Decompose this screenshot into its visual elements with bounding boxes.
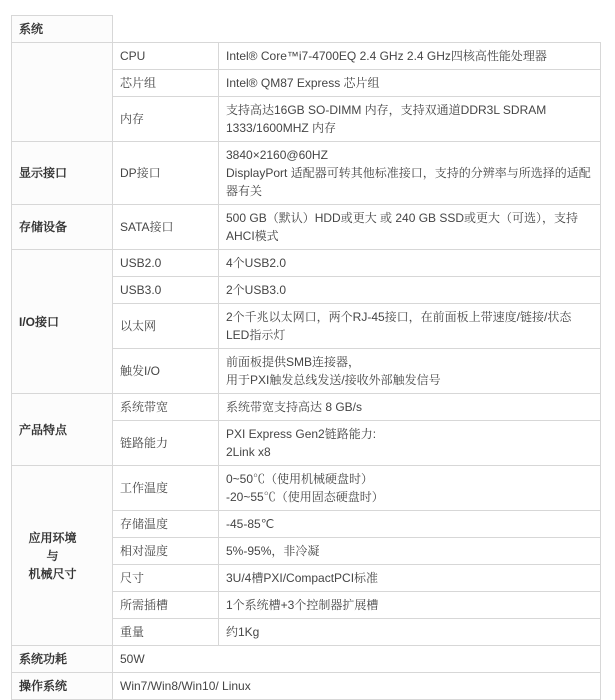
spec-value-cell-dimensions: 3U/4槽PXI/CompactPCI标准 bbox=[219, 565, 601, 592]
category-cell-system: 系统 bbox=[12, 16, 113, 43]
spec-value-cell-slots: 1个系统槽+3个控制器扩展槽 bbox=[219, 592, 601, 619]
spec-value-cell-os: Win7/Win8/Win10/ Linux bbox=[113, 673, 601, 700]
value-line: 2Link x8 bbox=[226, 445, 271, 459]
category-cell-os: 操作系统 bbox=[12, 673, 113, 700]
category-line: 应用环境 bbox=[28, 530, 77, 545]
value-line: 用于PXI触发总线发送/接收外部触发信号 bbox=[226, 373, 441, 387]
table-row bbox=[12, 646, 601, 673]
category-cell-io: I/O接口 bbox=[12, 250, 113, 394]
spec-value-cell-weight: 约1Kg bbox=[219, 619, 601, 646]
table-row bbox=[12, 205, 601, 250]
spec-label-cell-storage-temp: 存储温度 bbox=[113, 511, 219, 538]
table-row bbox=[12, 142, 601, 205]
value-line: 3840×2160@60HZ bbox=[226, 148, 328, 162]
spec-value-cell-usb3: 2个USB3.0 bbox=[219, 277, 601, 304]
spec-label-cell-link: 链路能力 bbox=[113, 421, 219, 466]
spec-value-cell-ethernet: 2个千兆以太网口，两个RJ-45接口，在前面板上带速度/链接/状态LED指示灯 bbox=[219, 304, 601, 349]
category-cell-environment bbox=[12, 466, 113, 646]
spec-value-cell-bandwidth: 系统带宽支持高达 8 GB/s bbox=[219, 394, 601, 421]
spec-label-cell-cpu: CPU bbox=[113, 43, 219, 70]
spec-label-cell-operating-temp: 工作温度 bbox=[113, 466, 219, 511]
spec-value-cell-dp bbox=[219, 142, 601, 205]
spec-table bbox=[11, 15, 601, 700]
value-line: DisplayPort 适配器可转其他标准接口，支持的分辨率与所选择的适配器有关 bbox=[226, 166, 591, 198]
spec-label-cell-slots: 所需插槽 bbox=[113, 592, 219, 619]
table-row bbox=[12, 250, 601, 277]
spec-label-cell-memory: 内存 bbox=[113, 97, 219, 142]
spec-value-cell-storage-temp: -45-85℃ bbox=[219, 511, 601, 538]
table-row bbox=[12, 394, 601, 421]
spec-label-cell-chipset: 芯片组 bbox=[113, 70, 219, 97]
category-cell-features: 产品特点 bbox=[12, 394, 113, 466]
value-line: PXI Express Gen2链路能力: bbox=[226, 427, 377, 441]
value-line: 前面板提供SMB连接器， bbox=[226, 355, 361, 369]
spec-label-cell-usb2: USB2.0 bbox=[113, 250, 219, 277]
spec-value-cell-usb2: 4个USB2.0 bbox=[219, 250, 601, 277]
spec-label-cell-trigger-io: 触发I/O bbox=[113, 349, 219, 394]
spec-value-cell-link bbox=[219, 421, 601, 466]
spec-value-cell-sata: 500 GB（默认）HDD或更大 或 240 GB SSD或更大（可选），支持AHCI模式 bbox=[219, 205, 601, 250]
spec-label-cell-dp: DP接口 bbox=[113, 142, 219, 205]
header-blank-cell bbox=[113, 16, 601, 43]
table-row bbox=[12, 43, 601, 70]
spec-label-cell-ethernet: 以太网 bbox=[113, 304, 219, 349]
spec-label-cell-dimensions: 尺寸 bbox=[113, 565, 219, 592]
category-cell-system-empty bbox=[12, 43, 113, 142]
spec-value-cell-humidity: 5%-95%，非冷凝 bbox=[219, 538, 601, 565]
spec-value-cell-power: 50W bbox=[113, 646, 601, 673]
spec-value-cell-cpu: Intel® Core™i7-4700EQ 2.4 GHz 2.4 GHz四核高性能处理器 bbox=[219, 43, 601, 70]
category-cell-storage: 存储设备 bbox=[12, 205, 113, 250]
value-line: -20~55℃（使用固态硬盘时） bbox=[226, 490, 384, 504]
category-cell-display: 显示接口 bbox=[12, 142, 113, 205]
category-cell-power: 系统功耗 bbox=[12, 646, 113, 673]
category-line: 与 bbox=[46, 548, 59, 563]
table-row bbox=[12, 16, 601, 43]
spec-value-cell-operating-temp bbox=[219, 466, 601, 511]
spec-label-cell-bandwidth: 系统带宽 bbox=[113, 394, 219, 421]
spec-label-cell-weight: 重量 bbox=[113, 619, 219, 646]
spec-value-cell-memory: 支持高达16GB SO-DIMM 内存，支持双通道DDR3L SDRAM 1333/1600MHZ 内存 bbox=[219, 97, 601, 142]
spec-value-cell-chipset: Intel® QM87 Express 芯片组 bbox=[219, 70, 601, 97]
value-line: 0~50℃（使用机械硬盘时） bbox=[226, 472, 374, 486]
table-row bbox=[12, 673, 601, 700]
spec-value-cell-trigger-io bbox=[219, 349, 601, 394]
category-line: 机械尺寸 bbox=[28, 566, 77, 581]
table-row bbox=[12, 466, 601, 511]
spec-label-cell-humidity: 相对湿度 bbox=[113, 538, 219, 565]
spec-label-cell-sata: SATA接口 bbox=[113, 205, 219, 250]
spec-label-cell-usb3: USB3.0 bbox=[113, 277, 219, 304]
